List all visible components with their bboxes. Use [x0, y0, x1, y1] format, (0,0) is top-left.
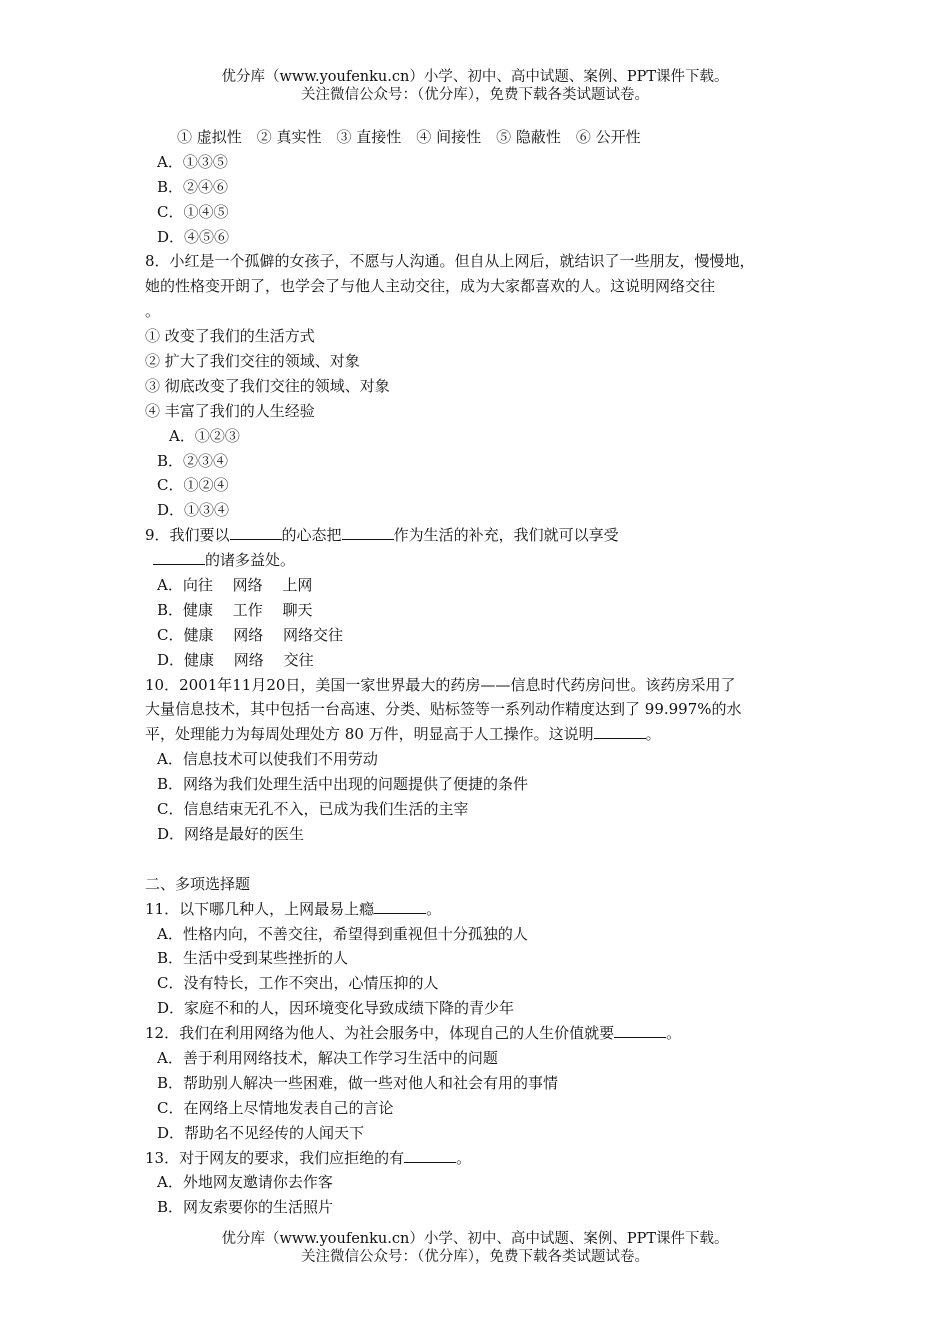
q8-statement-4: ④ 丰富了我们的人生经验	[145, 401, 315, 420]
q12-stem	[145, 1021, 825, 1046]
header-line-2: 关注微信公众号：（优分库），免费下载各类试题试卷。	[301, 87, 649, 103]
q11-stem-text: 11．以下哪几种人，上网最易上瘾	[145, 899, 375, 918]
q10-stem-line-3-text: 平，处理能力为每周处理处方 80 万件，明显高于人工操作。这说明	[145, 725, 594, 744]
q10-stem-end: 。	[645, 725, 661, 744]
q8-stem-line-3: 。	[145, 302, 161, 321]
q8-option-b: B．②③④	[157, 451, 229, 470]
page-header	[0, 68, 950, 104]
q8-option-d: D．①③④	[157, 501, 230, 520]
q8-statement-3: ③ 彻底改变了我们交往的领域、对象	[145, 376, 390, 395]
answer-blank	[614, 1021, 666, 1038]
q13-option-b: B．网友索要你的生活照片	[157, 1198, 334, 1217]
q10-option-d: D．网络是最好的医生	[157, 824, 305, 843]
answer-blank	[404, 1146, 456, 1163]
answer-blank	[153, 548, 205, 565]
q11-stem	[145, 897, 825, 922]
q8-stem-line-2: 她的性格变开朗了，也学会了与他人主动交往，成为大家都喜欢的人。这说明网络交往	[145, 277, 716, 296]
q12-option-a: A．善于利用网络技术，解决工作学习生活中的问题	[157, 1048, 498, 1067]
q9-stem-part-2: 的心态把	[281, 526, 342, 545]
q8-statement-1: ① 改变了我们的生活方式	[145, 327, 315, 346]
q8-stem-line-1: 8．小红是一个孤僻的女孩子，不愿与人沟通。但自从上网后，就结识了一些朋友，慢慢地，	[145, 252, 755, 271]
q7-options-list: ① 虚拟性 ② 真实性 ③ 直接性 ④ 间接性 ⑤ 隐蔽性 ⑥ 公开性	[177, 128, 641, 146]
document-body	[145, 125, 825, 1220]
q12-stem-text: 12．我们在利用网络为他人、为社会服务中，体现自己的人生价值就要	[145, 1024, 615, 1043]
q10-option-c: C．信息结束无孔不入，已成为我们生活的主宰	[157, 800, 469, 819]
answer-blank	[342, 523, 394, 540]
answer-blank	[374, 897, 426, 914]
answer-blank	[230, 523, 282, 540]
q9-option-d: D．健康 网络 交往	[157, 650, 314, 669]
q12-option-c: C．在网络上尽情地发表自己的言论	[157, 1098, 394, 1117]
q7-option-b: B．②④⑥	[157, 177, 229, 196]
q13-stem-end: 。	[456, 1148, 472, 1167]
q11-stem-end: 。	[426, 899, 442, 918]
q13-option-a: A．外地网友邀请你去作客	[157, 1173, 333, 1192]
q11-option-c: C．没有特长，工作不突出，心情压抑的人	[157, 974, 439, 993]
q11-option-b: B．生活中受到某些挫折的人	[157, 949, 349, 968]
q8-statement-2: ② 扩大了我们交往的领域、对象	[145, 352, 360, 371]
q12-option-b: B．帮助别人解决一些困难，做一些对他人和社会有用的事情	[157, 1073, 559, 1092]
q12-option-d: D．帮助名不见经传的人闻天下	[157, 1123, 365, 1142]
q9-stem-part-1: 9．我们要以	[145, 526, 230, 545]
answer-blank	[594, 722, 646, 739]
page-footer	[0, 1230, 950, 1266]
q7-option-d: D．④⑤⑥	[157, 227, 230, 246]
footer-line-1: 优分库（www.youfenku.cn）小学、初中、高中试题、案例、PPT课件下载。	[221, 1231, 729, 1247]
q9-option-c: C．健康 网络 网络交往	[157, 625, 344, 644]
footer-line-2: 关注微信公众号：（优分库），免费下载各类试题试卷。	[301, 1249, 649, 1265]
q9-stem-part-4: 的诸多益处。	[205, 551, 296, 570]
q9-stem-line-2	[145, 548, 825, 573]
q13-stem	[145, 1146, 825, 1171]
q9-option-b: B．健康 工作 聊天	[157, 600, 313, 619]
q13-stem-text: 13．对于网友的要求，我们应拒绝的有	[145, 1148, 405, 1167]
q12-stem-end: 。	[666, 1024, 682, 1043]
q11-option-a: A．性格内向，不善交往，希望得到重视但十分孤独的人	[157, 924, 528, 943]
q7-option-c: C．①④⑤	[157, 202, 229, 221]
q8-option-c: C．①②④	[157, 476, 229, 495]
q9-stem-line-1	[145, 523, 825, 548]
q11-option-d: D．家庭不和的人，因环境变化导致成绩下降的青少年	[157, 999, 515, 1018]
section-title-multiple-choice: 二、多项选择题	[145, 874, 251, 893]
q9-option-a: A．向往 网络 上网	[157, 576, 313, 595]
header-line-1: 优分库（www.youfenku.cn）小学、初中、高中试题、案例、PPT课件下载。	[221, 69, 729, 85]
q10-option-a: A．信息技术可以使我们不用劳动	[157, 750, 378, 769]
q8-option-a: A．①②③	[169, 426, 240, 445]
q10-stem-line-1: 10．2001年11月20日，美国一家世界最大的药房——信息时代药房问世。该药房采用了	[145, 675, 736, 694]
q10-stem-line-2: 大量信息技术，其中包括一台高速、分类、贴标签等一系列动作精度达到了 99.997%的水	[145, 700, 742, 719]
section-spacer	[145, 847, 825, 872]
q7-option-a: A．①③⑤	[157, 152, 228, 171]
q10-stem-line-3	[145, 722, 825, 747]
q9-stem-part-3: 作为生活的补充，我们就可以享受	[393, 526, 619, 545]
q10-option-b: B．网络为我们处理生活中出现的问题提供了便捷的条件	[157, 775, 529, 794]
